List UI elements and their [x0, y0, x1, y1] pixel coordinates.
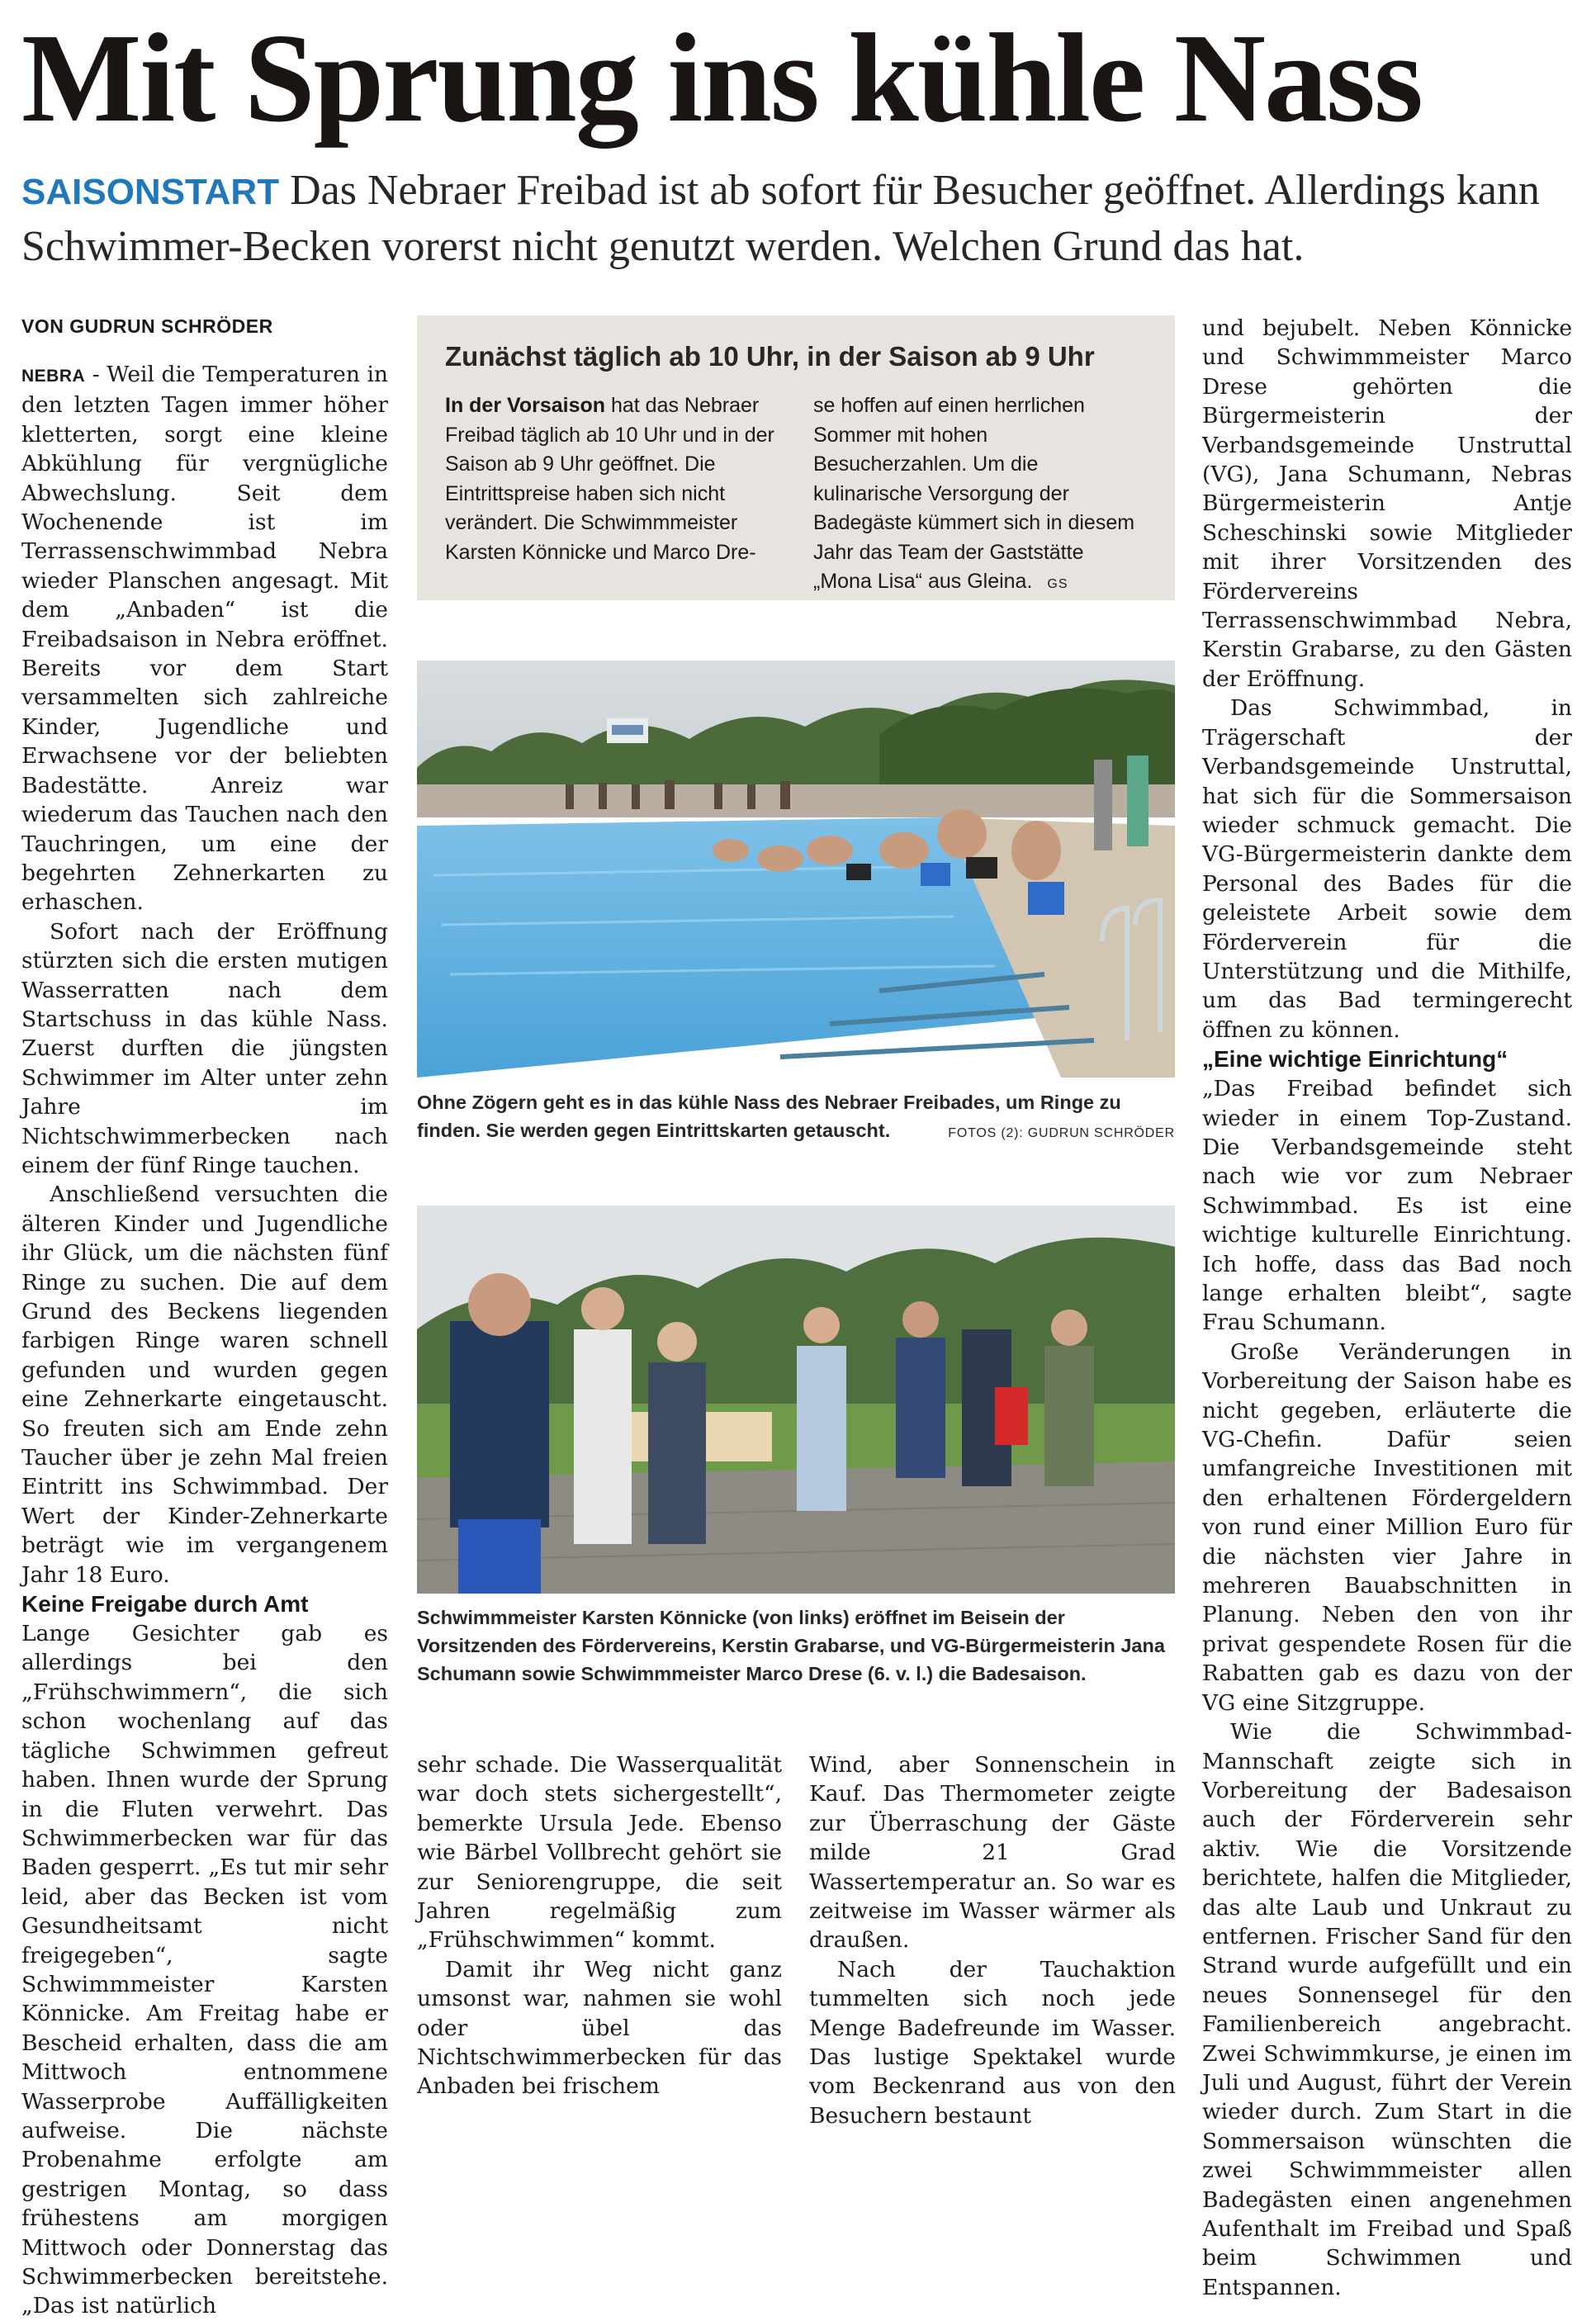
- paragraph: Wie die Schwimmbad-Mannschaft zeigte sich in Vorbereitung der Badesaison auch der Förderverein sehr aktiv. Wie die Vorsitzende berichtete, halfen die Mitglieder, das alte Laub und Unkraut zu entfernen. Frischer Sand für den Strand wurde aufgefüllt und ein neues Sonnensegel für den Familienbereich angebracht. Zwei Schwimmkurse, je einen im Juli und August, führt der Verein wieder durch. Zum Start in die Sommersaison wünschten die zwei Schwimmmeister allen Badegästen einen angenehmen Aufenthalt im Freibad und Spaß beim Schwimmen und Entspannen.: [1202, 1719, 1572, 2300]
- column-4: [1202, 314, 1572, 2302]
- paragraph: [21, 360, 388, 917]
- photo-caption-2: Schwimmmeister Karsten Könnicke (von links) eröffnet im Beisein der Vorsitzenden des Fördervereins, Kerstin Grabarse, und VG-Bürgermeisterin Jana Schumann sowie Schwimmmeister Marco Drese (6. v. l.) die Badesaison.: [417, 1607, 1165, 1684]
- paragraph: Sofort nach der Eröffnung stürzten sich die ersten mutigen Wasserratten nach dem Startschuss in das kühle Nass. Zuerst durften die jüngsten Schwimmer im Alter unter zehn Jahre im Nichtschwimmerbecken nach einem der fünf Ringe tauchen.: [21, 918, 388, 1178]
- deck-kicker: SAISONSTART: [21, 172, 280, 212]
- info-box-lead: In der Vorsaison: [445, 394, 606, 417]
- deck-text: Das Nebraer Freibad ist ab sofort für Besucher geöffnet. Allerdings kann Schwimmer-Becken vorerst nicht genutzt werden. Welchen Grund das hat.: [21, 167, 1540, 270]
- paragraph: und bejubelt. Neben Könnicke und Schwimmmeister Marco Drese gehörten die Bürgermeisterin der Verbandsgemeinde Unstruttal (VG), Jana Schumann, Nebras Bürgermeisterin Antje Scheschinski sowie Mitglieder mit ihrer Vorsitzenden des Fördervereins Terrassenschwimmbad Nebra, Kerstin Grabarse, zu den Gästen der Eröffnung.: [1202, 315, 1572, 692]
- paragraph: „Das Freibad befindet sich wieder in einem Top-Zustand. Die Verbandsgemeinde steht nach wie vor zum Nebraer Schwimmbad. Es ist eine wichtige kulturelle Einrichtung. Ich hoffe, dass das Bad noch lange erhalten bleibt“, sagte Frau Schumann.: [1202, 1076, 1572, 1336]
- paragraph: Lange Gesichter gab es allerdings bei den „Frühschwimmern“, die sich schon wochenlang auf das tägliche Schwimmen gefreut haben. Ihnen wurde der Sprung in die Fluten verwehrt. Das Schwimmerbecken war für das Baden gesperrt. „Es tut mir sehr leid, aber das Becken ist vom Gesundheitsamt nicht freigegeben“, sagte Schwimmmeister Karsten Könnicke. Am Freitag habe er Bescheid erhalten, dass die am Mittwoch entnommene Wasserprobe Auffälligkeiten aufweise. Die nächste Probenahme erfolgte am gestrigen Montag, so dass frühestens am morgigen Mittwoch oder Donnerstag das Schwimmerbecken bereitstehe. „Das ist natürlich: [21, 1621, 388, 2319]
- photo-credit: FOTOS (2): GUDRUN SCHRÖDER: [948, 1126, 1175, 1140]
- info-box-right-text: se hoffen auf einen herrlichen Sommer mit hohen Besucherzahlen. Um die kulinarische Versorgung der Badegäste kümmert sich in diesem Jahr das Team der Gaststätte „Mona Lisa“ aus Gleina.: [813, 394, 1135, 593]
- paragraph: Nach der Tauchaktion tummelten sich noch jede Menge Badefreunde im Wasser. Das lustige Spektakel wurde vom Beckenrand aus von den Besuchern bestaunt: [809, 1956, 1176, 2129]
- headline: Mit Sprung ins kühle Nass: [21, 8, 1422, 149]
- deck: [21, 163, 1574, 274]
- byline: VON GUDRUN SCHRÖDER: [21, 315, 273, 337]
- info-box-left-text: hat das Nebraer Freibad täglich ab 10 Uhr und in der Saison ab 9 Uhr geöffnet. Die Eintrittspreise haben sich nicht verändert. Die Schwimmmeister Karsten Könnicke und Marco Dre-: [445, 394, 774, 564]
- dateline: NEBRA: [21, 367, 86, 386]
- subheading: „Eine wichtige Einrichtung“: [1202, 1046, 1508, 1073]
- caption-text: Ohne Zögern geht es in das kühle Nass des Nebraer Freibades, um Ringe zu finden. Sie werden gegen Eintrittskarten getauscht.: [417, 1092, 1121, 1141]
- paragraph: Wind, aber Sonnenschein in Kauf. Das Thermometer zeigte zur Überraschung der Gäste milde 21 Grad Wassertemperatur an. So war es zeitweise im Wasser wärmer als draußen.: [809, 1752, 1176, 1954]
- info-box-left: [445, 391, 779, 599]
- info-box-right: [813, 391, 1147, 599]
- paragraph-text: - Weil die Temperaturen in den letzten Tagen immer höher kletterten, sorgt eine kleine Abkühlung für vergnügliche Abwechslung. Seit dem Wochenende ist im Terrassenschwimmbad Nebra wieder Planschen angesagt. Mit dem „Anbaden“ ist die Freibadsaison in Nebra eröffnet. Bereits vor dem Start versammelten sich zahlreiche Kinder, Jugendliche und Erwachsene vor der beliebten Badestätte. Anreiz war wiederum das Tauchen nach den Tauchringen, um eine der begehrten Zehnerkarten zu erhaschen.: [21, 362, 388, 916]
- paragraph: Große Veränderungen in Vorbereitung der Saison habe es nicht gegeben, erläuterte die VG-Chefin. Dafür seien umfangreiche Investitionen mit den erhaltenen Fördergeldern von rund einer Million Euro für die nächsten vier Jahre in mehreren Bauabschnitten in Planung. Neben den von ihr privat gespendete Rosen für die Rabatten gab es dazu von der VG eine Sitzgruppe.: [1202, 1338, 1572, 1716]
- info-box-title: Zunächst täglich ab 10 Uhr, in der Saison ab 9 Uhr: [445, 341, 1095, 372]
- paragraph: Das Schwimmbad, in Trägerschaft der Verbandsgemeinde Unstruttal, hat sich für die Sommersaison wieder schmuck gemacht. Die VG-Bürgermeisterin dankte dem Personal des Bades für die geleistete Arbeit sowie dem Förderverein für die Unterstützung und die Mithilfe, um das Bad termingerecht öffnen zu können.: [1202, 695, 1572, 1043]
- column-2: [417, 1750, 782, 2101]
- info-box-body: [445, 391, 1147, 599]
- info-box: [417, 315, 1175, 600]
- info-box-sign: GS: [1047, 577, 1068, 591]
- paragraph: sehr schade. Die Wasserqualität war doch stets sichergestellt“, bemerkte Ursula Jede. Ebenso wie Bärbel Vollbrecht gehört sie zur Seniorengruppe, die seit Jahren regelmäßig zum „Frühschwimmen“ kommt.: [417, 1752, 782, 1954]
- paragraph: Anschließend versuchten die älteren Kinder und Jugendliche ihr Glück, um die nächsten fünf Ringe zu suchen. Die auf dem Grund des Beckens liegenden farbigen Ringe waren schnell gefunden und wurden gegen eine Zehnerkarte eingetauscht. So freuten sich am Ende zehn Taucher über je zehn Mal freien Eintritt ins Schwimmbad. Der Wert der Kinder-Zehnerkarte beträgt wie im vergangenem Jahr 18 Euro.: [21, 1182, 388, 1588]
- photo-caption-1: [417, 1088, 1175, 1148]
- paragraph: Damit ihr Weg nicht ganz umsonst war, nahmen sie wohl oder übel das Nichtschwimmerbecken für das Anbaden bei frischem: [417, 1956, 782, 2100]
- subheading: Keine Freigabe durch Amt: [21, 1591, 309, 1618]
- photo-pool-jump: [417, 661, 1175, 1078]
- column-1: [21, 314, 388, 2321]
- photo-group: [417, 1205, 1175, 1594]
- column-3: [809, 1750, 1176, 2130]
